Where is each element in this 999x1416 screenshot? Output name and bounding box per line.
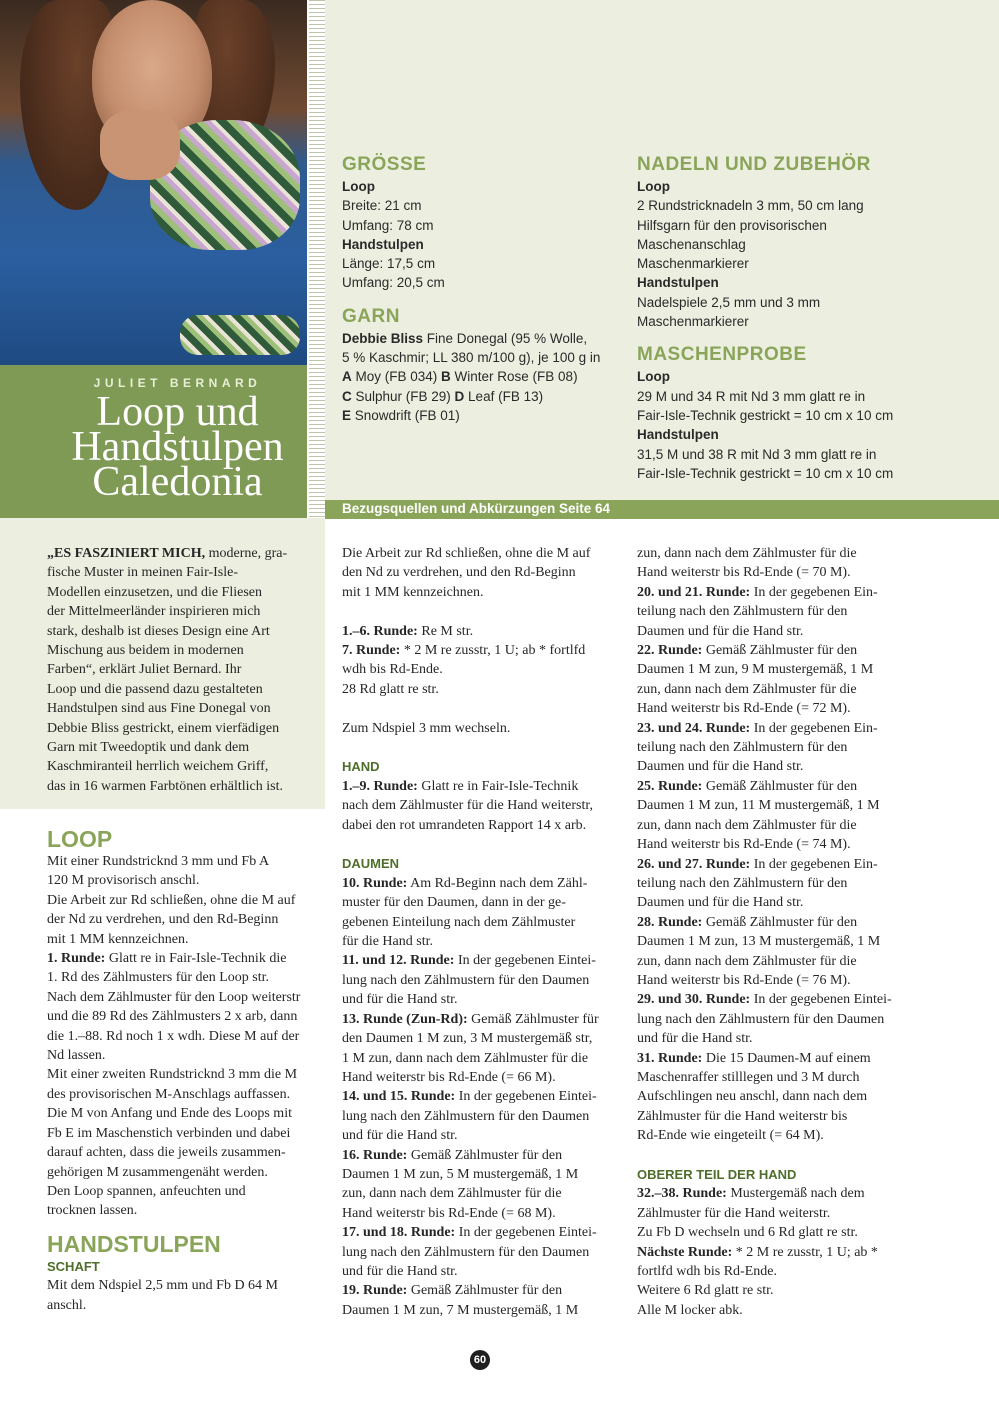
text-line	[342, 777, 624, 796]
section-heading-groesse: GRÖSSE	[342, 154, 427, 175]
info-line	[342, 367, 622, 386]
instructions-column-2	[342, 544, 624, 1320]
text-line: Daumen und für die Hand str.	[637, 759, 804, 775]
text-line: muster für den Daumen, dann in der ge-	[342, 895, 566, 911]
subheading-loop: Loop	[637, 179, 670, 194]
color-key: A	[342, 369, 352, 385]
text-line	[637, 1184, 919, 1203]
text-line	[342, 641, 624, 660]
text-line: zun, dann nach dem Zählmuster für die	[637, 953, 857, 969]
subheading-schaft: SCHAFT	[47, 1258, 100, 1274]
text-line: Alle M locker abk.	[637, 1302, 743, 1318]
text-line: trocknen lassen.	[47, 1203, 138, 1219]
text-line: Mit dem Ndspiel 2,5 mm und Fb D 64 M	[47, 1278, 279, 1294]
text-span: Die 15 Daumen-M auf einem	[702, 1050, 871, 1066]
text-line: fische Muster in meinen Fair-Isle-	[47, 565, 238, 581]
text-line: Hand weiterstr bis Rd-Ende (= 66 M).	[342, 1069, 556, 1085]
text-line: Rd-Ende wie eingeteilt (= 64 M).	[637, 1128, 824, 1144]
text-line: Kaschmiranteil herrlich weichem Griff,	[47, 759, 269, 775]
text-line: Daumen 1 M zun, 11 M mustergemäß, 1 M	[637, 798, 880, 814]
text-span: In der gegebenen Ein-	[750, 584, 878, 600]
text-line: teilung nach den Zählmustern für den	[637, 740, 848, 756]
round-label: 29. und 30. Runde:	[637, 992, 751, 1008]
text-span: * 2 M re zusstr, 1 U; ab *	[732, 1244, 878, 1260]
text-line: 120 M provisorisch anschl.	[47, 873, 200, 889]
text-line	[637, 1049, 919, 1068]
text-line: und für die Hand str.	[342, 1263, 458, 1279]
text-line	[342, 1223, 624, 1242]
info-line: 2 Rundstricknadeln 3 mm, 50 cm lang	[637, 198, 864, 214]
text-span: In der gegebenen Ein-	[750, 720, 878, 736]
text-line: und die 89 Rd des Zählmusters 2 x arb, dann	[47, 1009, 298, 1025]
color-name: Moy (FB 034)	[351, 369, 442, 385]
text-span: Am Rd-Beginn nach dem Zähl-	[407, 875, 588, 891]
info-line: 29 M und 34 R mit Nd 3 mm glatt re in	[637, 388, 866, 404]
text-line: wdh bis Rd-Ende.	[342, 662, 443, 678]
info-column-left	[342, 153, 622, 425]
subheading-handstulpen: Handstulpen	[637, 427, 719, 443]
text-line: Loop und die passend dazu gestalteten	[47, 681, 263, 697]
text-span: In der gegebenen Eintei-	[750, 992, 892, 1008]
text-line: Den Loop spannen, anfeuchten und	[47, 1183, 246, 1199]
text-line: teilung nach den Zählmustern für den	[637, 604, 848, 620]
text-span: Mustergemäß nach dem	[726, 1186, 865, 1202]
subheading-daumen: DAUMEN	[342, 856, 400, 872]
round-label: 17. und 18. Runde:	[342, 1225, 456, 1241]
text-line: stark, deshalb ist dieses Design eine Art	[47, 623, 270, 639]
text-line	[637, 777, 919, 796]
photo-hand	[100, 110, 180, 180]
text-line: Daumen und für die Hand str.	[637, 895, 804, 911]
text-span: In der gegebenen Eintei-	[455, 1225, 597, 1241]
info-line: Länge: 17,5 cm	[342, 256, 436, 272]
text-line	[637, 990, 919, 1009]
color-key: D	[454, 388, 465, 404]
round-label: 11. und 12. Runde:	[342, 953, 455, 969]
text-line: dabei den rot umrandeten Rapport 14 x arb.	[342, 817, 587, 833]
text-line	[47, 949, 329, 968]
page-title	[0, 389, 355, 505]
info-line: Hilfsgarn für den provisorischen	[637, 217, 827, 233]
text-line: und für die Hand str.	[342, 1128, 458, 1144]
text-line	[342, 1146, 624, 1165]
text-line: nach dem Zählmuster für die Hand weiterstr,	[342, 798, 593, 814]
text-line: lung nach den Zählmustern für den Daumen	[342, 1244, 590, 1260]
text-line: und für die Hand str.	[637, 1031, 753, 1047]
section-heading-handstulpen: HANDSTULPEN	[47, 1230, 221, 1257]
text-line	[342, 1281, 624, 1300]
text-line: Daumen 1 M zun, 7 M mustergemäß, 1 M	[342, 1302, 579, 1318]
color-key: E	[342, 407, 352, 423]
color-name: Leaf (FB 13)	[464, 388, 544, 404]
text-line: Daumen 1 M zun, 13 M mustergemäß, 1 M	[637, 934, 881, 950]
text-line: Modellen einzusetzen, und die Fliesen	[47, 584, 262, 600]
subheading-hand: HAND	[342, 759, 380, 775]
text-line	[342, 951, 624, 970]
text-line: 1 M zun, dann nach dem Zählmuster für die	[342, 1050, 589, 1066]
info-line: Umfang: 78 cm	[342, 217, 434, 233]
text-line: Maschenraffer stilllegen und 3 M durch	[637, 1069, 860, 1085]
round-label: 28. Runde:	[637, 914, 703, 930]
text-line: Die Arbeit zur Rd schließen, ohne die M auf	[342, 546, 591, 561]
info-line: Nadelspiele 2,5 mm und 3 mm	[637, 294, 821, 310]
subheading-handstulpen: Handstulpen	[342, 236, 424, 252]
text-line: teilung nach den Zählmustern für den	[637, 875, 848, 891]
intro-lead: „ES FASZINIERT MICH,	[47, 546, 206, 561]
text-span: Glatt re in Fair-Isle-Technik die	[105, 951, 287, 967]
text-line: gehörigen M zusammengenäht werden.	[47, 1164, 268, 1180]
text-line: zun, dann nach dem Zählmuster für die	[637, 817, 857, 833]
text-line: mit 1 MM kennzeichnen.	[342, 584, 484, 600]
info-line	[342, 406, 622, 425]
photo-cuff	[180, 315, 300, 355]
color-name: Winter Rose (FB 08)	[450, 369, 578, 385]
subheading-loop: Loop	[637, 369, 670, 385]
text-line: Hand weiterstr bis Rd-Ende (= 74 M).	[637, 837, 851, 853]
text-line: Handstulpen sind aus Fine Donegal von	[47, 701, 271, 717]
text-line	[637, 719, 919, 738]
text-span: Gemäß Zählmuster für den	[702, 778, 858, 794]
title-line: Loop und	[96, 389, 259, 435]
text-line	[637, 583, 919, 602]
subheading-oberer-teil: OBERER TEIL DER HAND	[637, 1166, 797, 1182]
text-line	[342, 874, 624, 893]
text-line: fortlfd wdh bis Rd-Ende.	[637, 1264, 777, 1280]
text-line: Hand weiterstr bis Rd-Ende (= 70 M).	[637, 565, 851, 581]
text-line: lung nach den Zählmustern für den Daumen	[342, 1108, 590, 1124]
text-line: und für die Hand str.	[342, 992, 458, 1008]
text-line	[342, 622, 624, 641]
text-line: 1. Rd des Zählmusters für den Loop str.	[47, 970, 270, 986]
text-span: In der gegebenen Eintei-	[455, 1089, 597, 1105]
text-line	[637, 641, 919, 660]
info-line: Fair-Isle-Technik gestrickt = 10 cm x 10 cm	[637, 465, 894, 481]
text-line: Daumen 1 M zun, 5 M mustergemäß, 1 M	[342, 1166, 579, 1182]
intro-text	[47, 544, 309, 796]
reference-bar	[325, 500, 999, 519]
info-column-right	[637, 153, 937, 483]
info-line	[342, 329, 622, 348]
round-label: 10. Runde:	[342, 875, 408, 891]
text-span: In der gegebenen Eintei-	[454, 953, 596, 969]
instructions-column-3	[637, 544, 919, 1320]
title-line: Caledonia	[92, 459, 263, 505]
text-line: der Nd zu verdrehen, und den Rd-Beginn	[47, 912, 279, 928]
text-line: gebenen Einteilung nach dem Zählmuster	[342, 914, 576, 930]
text-line: Mit einer Rundstricknd 3 mm und Fb A	[47, 854, 270, 869]
round-label: 1. Runde:	[47, 951, 106, 967]
section-heading-maschenprobe: MASCHENPROBE	[637, 344, 807, 366]
color-key: C	[342, 388, 352, 404]
info-text: Fine Donegal (95 % Wolle,	[423, 330, 588, 346]
text-span: Gemäß Zählmuster für den	[702, 643, 858, 659]
text-line	[342, 1087, 624, 1106]
info-line: Fair-Isle-Technik gestrickt = 10 cm x 10 cm	[637, 407, 894, 423]
text-line: Mit einer zweiten Rundstricknd 3 mm die M	[47, 1067, 298, 1083]
text-line: Nd lassen.	[47, 1048, 106, 1064]
round-label: 25. Runde:	[637, 778, 703, 794]
text-line: das in 16 warmen Farbtönen erhältlich ist.	[47, 778, 283, 794]
round-label: 32.–38. Runde:	[637, 1186, 727, 1202]
round-label: 20. und 21. Runde:	[637, 584, 751, 600]
text-line	[342, 1010, 624, 1029]
info-line	[342, 387, 622, 406]
page-number: 60	[470, 1350, 490, 1370]
text-line: zun, dann nach dem Zählmuster für die	[342, 1186, 562, 1202]
info-line: 31,5 M und 38 R mit Nd 3 mm glatt re in	[637, 446, 877, 462]
text-line: Hand weiterstr bis Rd-Ende (= 68 M).	[342, 1205, 556, 1221]
text-span: In der gegebenen Ein-	[750, 856, 878, 872]
text-line: Mischung aus beidem in modernen	[47, 643, 244, 659]
reference-link[interactable]: Bezugsquellen und Abkürzungen Seite 64	[342, 501, 611, 516]
info-line: Maschenmarkierer	[637, 256, 749, 272]
section-heading-loop: LOOP	[47, 826, 113, 852]
text-line: Daumen 1 M zun, 9 M mustergemäß, 1 M	[637, 662, 874, 678]
text-line: Zählmuster für die Hand weiterstr.	[637, 1205, 831, 1221]
section-heading-nadeln: NADELN UND ZUBEHÖR	[637, 154, 871, 175]
text-line: den Daumen 1 M zun, 3 M mustergemäß str,	[342, 1031, 593, 1047]
designer-name: JULIET BERNARD	[93, 376, 262, 390]
text-line: den Nd zu verdrehen, und den Rd-Beginn	[342, 565, 576, 581]
info-line: 5 % Kaschmir; LL 380 m/100 g), je 100 g in	[342, 350, 601, 366]
text-line: Farben“, erklärt Juliet Bernard. Ihr	[47, 662, 242, 678]
text-line: des provisorischen M-Anschlags auffassen.	[47, 1086, 291, 1102]
text-line: Debbie Bliss gestrickt, einem vierfädigen	[47, 720, 280, 736]
instructions-column-1	[47, 826, 329, 1315]
text-line: Die Arbeit zur Rd schließen, ohne die M auf	[47, 892, 296, 908]
text-span: moderne, gra-	[205, 546, 288, 561]
cover-photo	[0, 0, 307, 365]
text-line: zun, dann nach dem Zählmuster für die	[637, 546, 857, 561]
text-span: Gemäß Zählmuster für den	[702, 914, 858, 930]
round-label: 14. und 15. Runde:	[342, 1089, 456, 1105]
title-line: Handstulpen	[71, 424, 284, 470]
round-label: 26. und 27. Runde:	[637, 856, 751, 872]
text-span: Gemäß Zählmuster für den	[407, 1283, 563, 1299]
round-label: 16. Runde:	[342, 1147, 408, 1163]
round-label: 13. Runde (Zun-Rd):	[342, 1011, 468, 1027]
text-line: 28 Rd glatt re str.	[342, 681, 439, 697]
info-line: Maschenanschlag	[637, 236, 746, 252]
round-label: 23. und 24. Runde:	[637, 720, 751, 736]
round-label: 1.–6. Runde:	[342, 623, 418, 639]
text-line: Hand weiterstr bis Rd-Ende (= 72 M).	[637, 701, 851, 717]
text-line	[637, 913, 919, 932]
text-span: Gemäß Zählmuster für den	[407, 1147, 563, 1163]
color-name: Snowdrift (FB 01)	[351, 407, 460, 423]
text-span: * 2 M re zusstr, 1 U; ab * fortlfd	[400, 643, 586, 659]
info-line: Breite: 21 cm	[342, 198, 422, 214]
text-line: Zählmuster für die Hand weiterstr bis	[637, 1108, 848, 1124]
text-line: Die M von Anfang und Ende des Loops mit	[47, 1106, 292, 1122]
text-line: lung nach den Zählmustern für den Daumen	[637, 1011, 885, 1027]
round-label: 22. Runde:	[637, 643, 703, 659]
text-line: Daumen und für die Hand str.	[637, 623, 804, 639]
round-label: Nächste Runde:	[637, 1244, 733, 1260]
color-key: B	[441, 369, 451, 385]
text-line: Zu Fb D wechseln und 6 Rd glatt re str.	[637, 1225, 858, 1241]
text-line: Garn mit Tweedoptik und dank dem	[47, 740, 250, 756]
info-line: Maschenmarkierer	[637, 314, 749, 330]
text-line: Weitere 6 Rd glatt re str.	[637, 1283, 774, 1299]
subheading-handstulpen: Handstulpen	[637, 275, 719, 291]
round-label: 31. Runde:	[637, 1050, 703, 1066]
round-label: 7. Runde:	[342, 643, 401, 659]
text-span: Re M str.	[417, 623, 474, 639]
brand-name: Debbie Bliss	[342, 330, 424, 346]
text-line: darauf achten, dass die jeweils zusammen-	[47, 1145, 286, 1161]
text-line: Fb E im Maschenstich verbinden und dabei	[47, 1125, 291, 1141]
subheading-loop: Loop	[342, 179, 375, 194]
text-line: der Mittelmeerländer inspirieren mich	[47, 604, 261, 620]
text-line	[637, 855, 919, 874]
info-line: Umfang: 20,5 cm	[342, 275, 445, 291]
text-line: für die Hand str.	[342, 934, 433, 950]
text-line	[637, 1243, 919, 1262]
section-heading-garn: GARN	[342, 305, 400, 327]
text-line: Hand weiterstr bis Rd-Ende (= 76 M).	[637, 972, 851, 988]
text-line: Aufschlingen neu anschl, dann nach dem	[637, 1089, 868, 1105]
text-line: die 1.–88. Rd noch 1 x wdh. Diese M auf der	[47, 1028, 300, 1044]
text-line: Nach dem Zählmuster für den Loop weiterstr	[47, 989, 301, 1005]
text-span: Gemäß Zählmuster für	[467, 1011, 599, 1027]
text-span: Glatt re in Fair-Isle-Technik	[417, 778, 579, 794]
text-line: lung nach den Zählmustern für den Daumen	[342, 972, 590, 988]
text-line: Zum Ndspiel 3 mm wechseln.	[342, 720, 511, 736]
round-label: 19. Runde:	[342, 1283, 408, 1299]
text-line: anschl.	[47, 1297, 87, 1313]
text-line	[47, 544, 309, 563]
text-line: mit 1 MM kennzeichnen.	[47, 931, 189, 947]
text-line: zun, dann nach dem Zählmuster für die	[637, 681, 857, 697]
round-label: 1.–9. Runde:	[342, 778, 418, 794]
color-name: Sulphur (FB 29)	[351, 388, 455, 404]
